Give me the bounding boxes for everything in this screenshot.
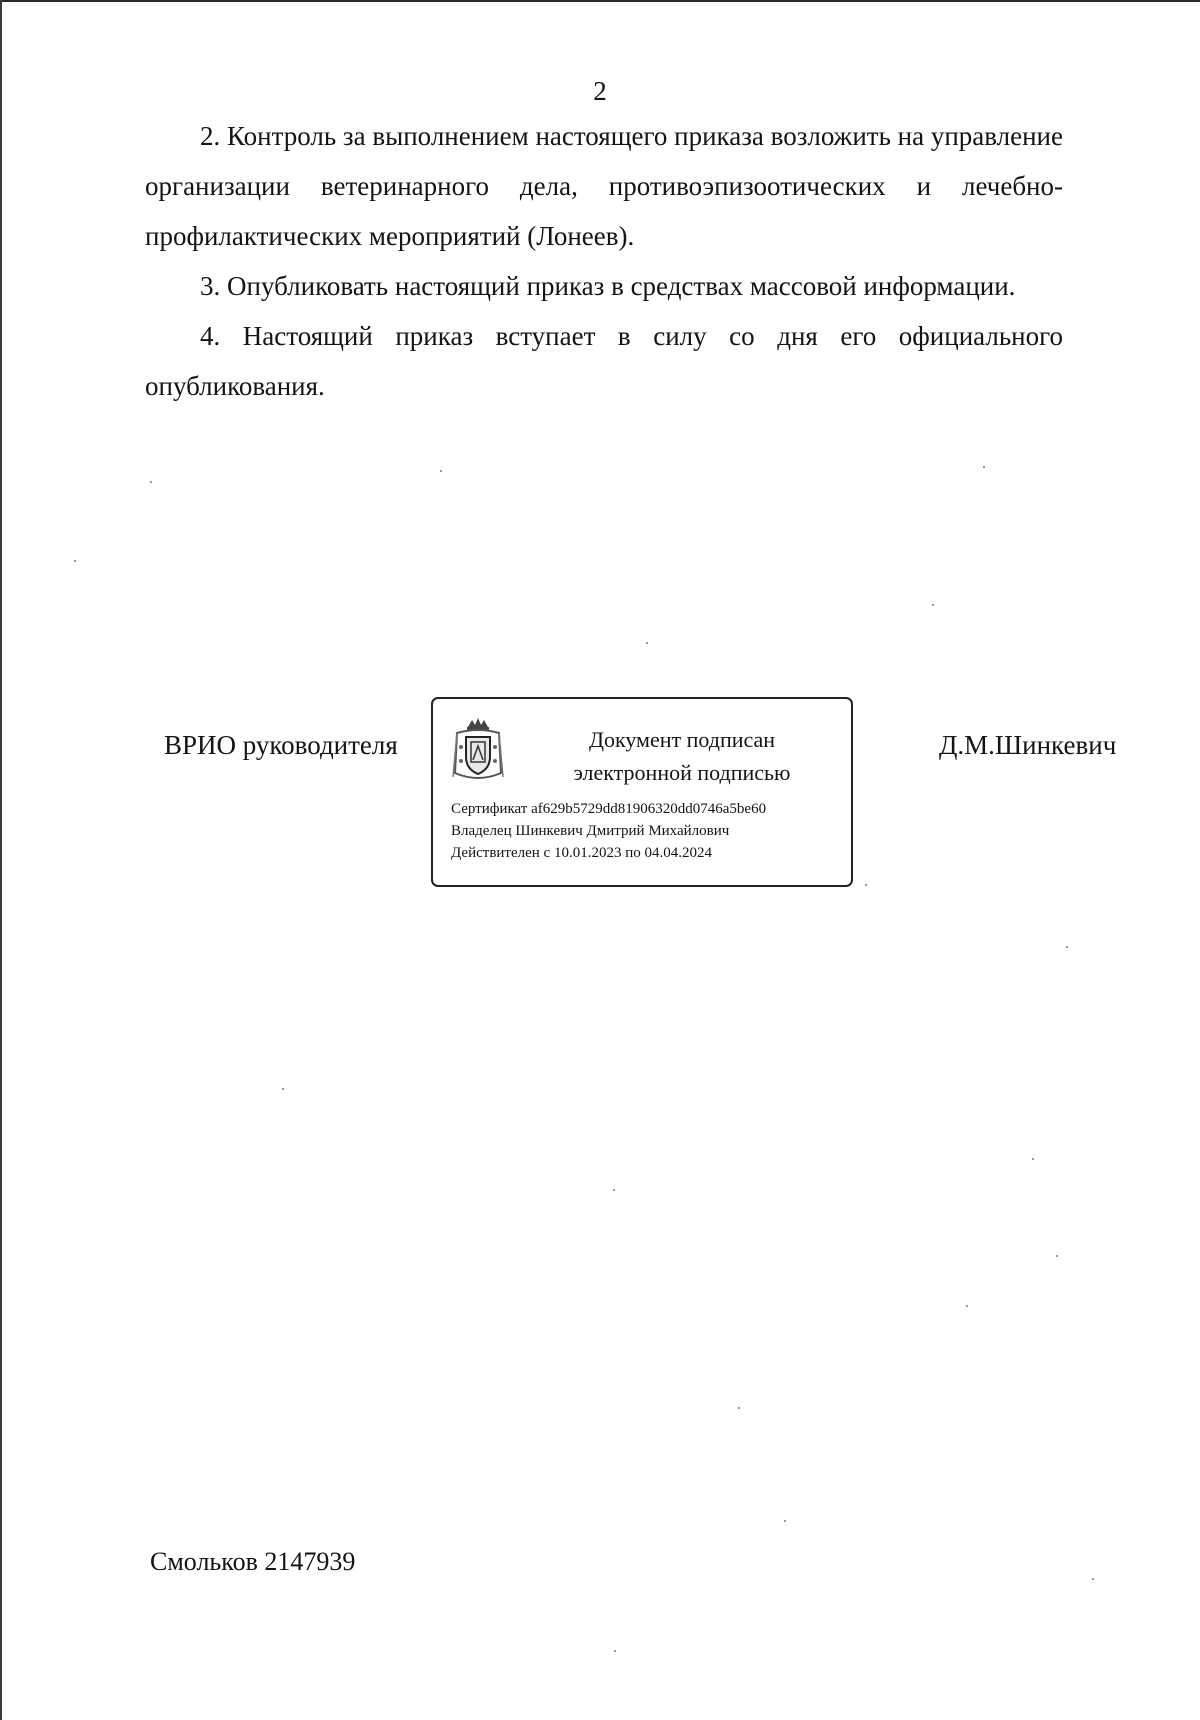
stamp-details xyxy=(451,798,847,864)
scan-speck xyxy=(1056,1255,1058,1257)
executor-line: Смольков 2147939 xyxy=(150,1547,356,1576)
scan-speck xyxy=(614,1650,616,1652)
electronic-signature-stamp xyxy=(431,697,853,887)
scan-speck xyxy=(966,1305,968,1307)
stamp-owner: Владелец Шинкевич Дмитрий Михайлович xyxy=(451,823,730,839)
coat-of-arms-icon xyxy=(451,717,505,785)
signer-name: Д.М.Шинкевич xyxy=(939,730,1117,760)
page-number: 2 xyxy=(593,76,607,106)
stamp-heading-line-1: Документ подписан xyxy=(588,727,776,752)
stamp-validity: Действителен с 10.01.2023 по 04.04.2024 xyxy=(451,845,712,861)
scan-speck xyxy=(784,1520,786,1522)
scan-edge-left xyxy=(0,0,2,1720)
scan-speck xyxy=(1032,1158,1034,1160)
paragraph-publish: 3. Опубликовать настоящий приказ в средствах массовой информации. xyxy=(200,271,1016,301)
scan-speck xyxy=(1066,946,1068,948)
signer-title: ВРИО руководителя xyxy=(164,730,398,760)
stamp-certificate: Сертификат af629b5729dd81906320dd0746a5be60 xyxy=(451,801,767,817)
scan-speck xyxy=(74,560,76,562)
paragraph-effective: 4. Настоящий приказ вступает в силу со дня его официального опубликования. xyxy=(145,321,1063,401)
scan-speck xyxy=(613,1189,615,1191)
scan-speck xyxy=(865,884,867,886)
scan-speck xyxy=(1092,1578,1094,1580)
scan-speck xyxy=(282,1088,284,1090)
scan-edge-top xyxy=(0,0,1200,2)
scan-speck xyxy=(983,466,985,468)
scan-speck xyxy=(150,481,152,483)
scan-speck xyxy=(646,642,648,644)
stamp-heading-line-2: электронной подписью xyxy=(573,760,791,785)
stamp-heading xyxy=(529,723,835,789)
paragraph-control: 2. Контроль за выполнением настоящего приказа возложить на управление организации ветеринарного дела, противоэпизоотических и лечебно-профилактических мероприятий (Лонеев). xyxy=(145,121,1063,251)
order-body xyxy=(145,111,1063,411)
scan-speck xyxy=(932,604,934,606)
scan-speck xyxy=(440,470,442,472)
scan-speck xyxy=(738,1407,740,1409)
